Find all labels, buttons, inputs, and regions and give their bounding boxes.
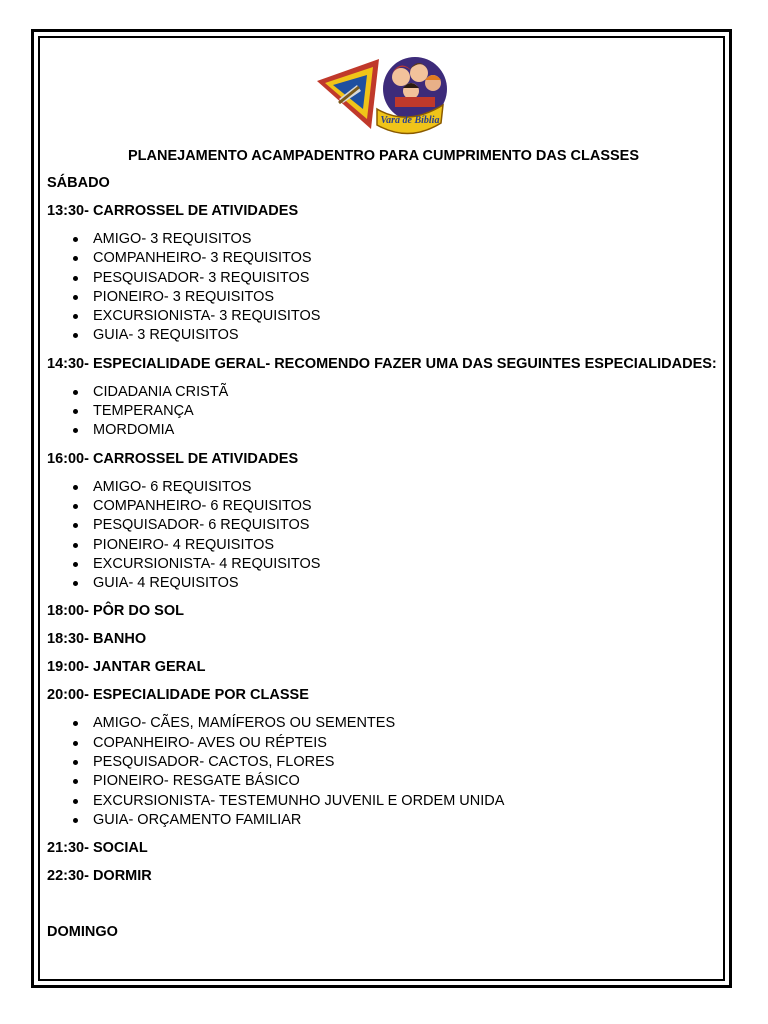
list-item: PIONEIRO- 4 REQUISITOS	[93, 536, 720, 555]
list-item: GUIA- 4 REQUISITOS	[93, 574, 720, 593]
list-item: EXCURSIONISTA- 4 REQUISITOS	[93, 555, 720, 574]
activity-list-1600	[47, 478, 720, 594]
schedule-heading-1900: 19:00- JANTAR GERAL	[47, 659, 206, 676]
schedule-heading-1330: 13:30- CARROSSEL DE ATIVIDADES	[47, 203, 299, 219]
schedule-heading-1430: 14:30- ESPECIALIDADE GERAL- RECOMENDO FAZER UMA DAS SEGUINTES ESPECIALIDADES:	[47, 355, 717, 372]
document-body	[47, 44, 720, 951]
schedule-heading-2130: 21:30- SOCIAL	[47, 840, 148, 857]
list-item: COMPANHEIRO- 6 REQUISITOS	[93, 497, 720, 516]
list-item: AMIGO- 3 REQUISITOS	[93, 230, 720, 249]
schedule-heading-1830: 18:30- BANHO	[47, 631, 147, 648]
list-item: PIONEIRO- RESGATE BÁSICO	[93, 772, 720, 791]
schedule-heading-2000: 20:00- ESPECIALIDADE POR CLASSE	[47, 687, 309, 704]
list-item: EXCURSIONISTA- TESTEMUNHO JUVENIL E ORDEM UNIDA	[93, 792, 720, 811]
list-item: COPANHEIRO- AVES OU RÉPTEIS	[93, 734, 720, 753]
list-item: AMIGO- 6 REQUISITOS	[93, 478, 720, 497]
list-item: GUIA- 3 REQUISITOS	[93, 326, 720, 345]
logo-area	[47, 44, 720, 139]
pathfinder-logo	[315, 47, 451, 137]
schedule-heading-2230: 22:30- DORMIR	[47, 868, 152, 885]
list-item: MORDOMIA	[93, 421, 720, 440]
document-title: PLANEJAMENTO ACAMPADENTRO PARA CUMPRIMENTO DAS CLASSES	[127, 148, 640, 164]
logo-text: Vara de Bíblia	[380, 115, 440, 126]
list-item: CIDADANIA CRISTÃ	[93, 383, 720, 402]
schedule-heading-1600: 16:00- CARROSSEL DE ATIVIDADES	[47, 450, 299, 467]
list-item: COMPANHEIRO- 3 REQUISITOS	[93, 249, 720, 268]
list-item: EXCURSIONISTA- 3 REQUISITOS	[93, 307, 720, 326]
activity-list-1330	[47, 230, 720, 346]
list-item: GUIA- ORÇAMENTO FAMILIAR	[93, 811, 720, 830]
pathfinder-triangle-emblem	[317, 59, 379, 129]
list-item: AMIGO- CÃES, MAMÍFEROS OU SEMENTES	[93, 714, 720, 733]
blank-space	[47, 895, 720, 923]
list-item: PESQUISADOR- 6 REQUISITOS	[93, 516, 720, 535]
day-heading-sunday: DOMINGO	[47, 924, 118, 941]
list-item: PIONEIRO- 3 REQUISITOS	[93, 288, 720, 307]
specialty-list-1430	[47, 383, 720, 441]
schedule-heading-1800: 18:00- PÔR DO SOL	[47, 603, 184, 620]
day-heading-saturday: SÁBADO	[47, 175, 110, 191]
specialty-by-class-list	[47, 714, 720, 830]
list-item: PESQUISADOR- 3 REQUISITOS	[93, 269, 720, 288]
list-item: TEMPERANÇA	[93, 402, 720, 421]
list-item: PESQUISADOR- CACTOS, FLORES	[93, 753, 720, 772]
